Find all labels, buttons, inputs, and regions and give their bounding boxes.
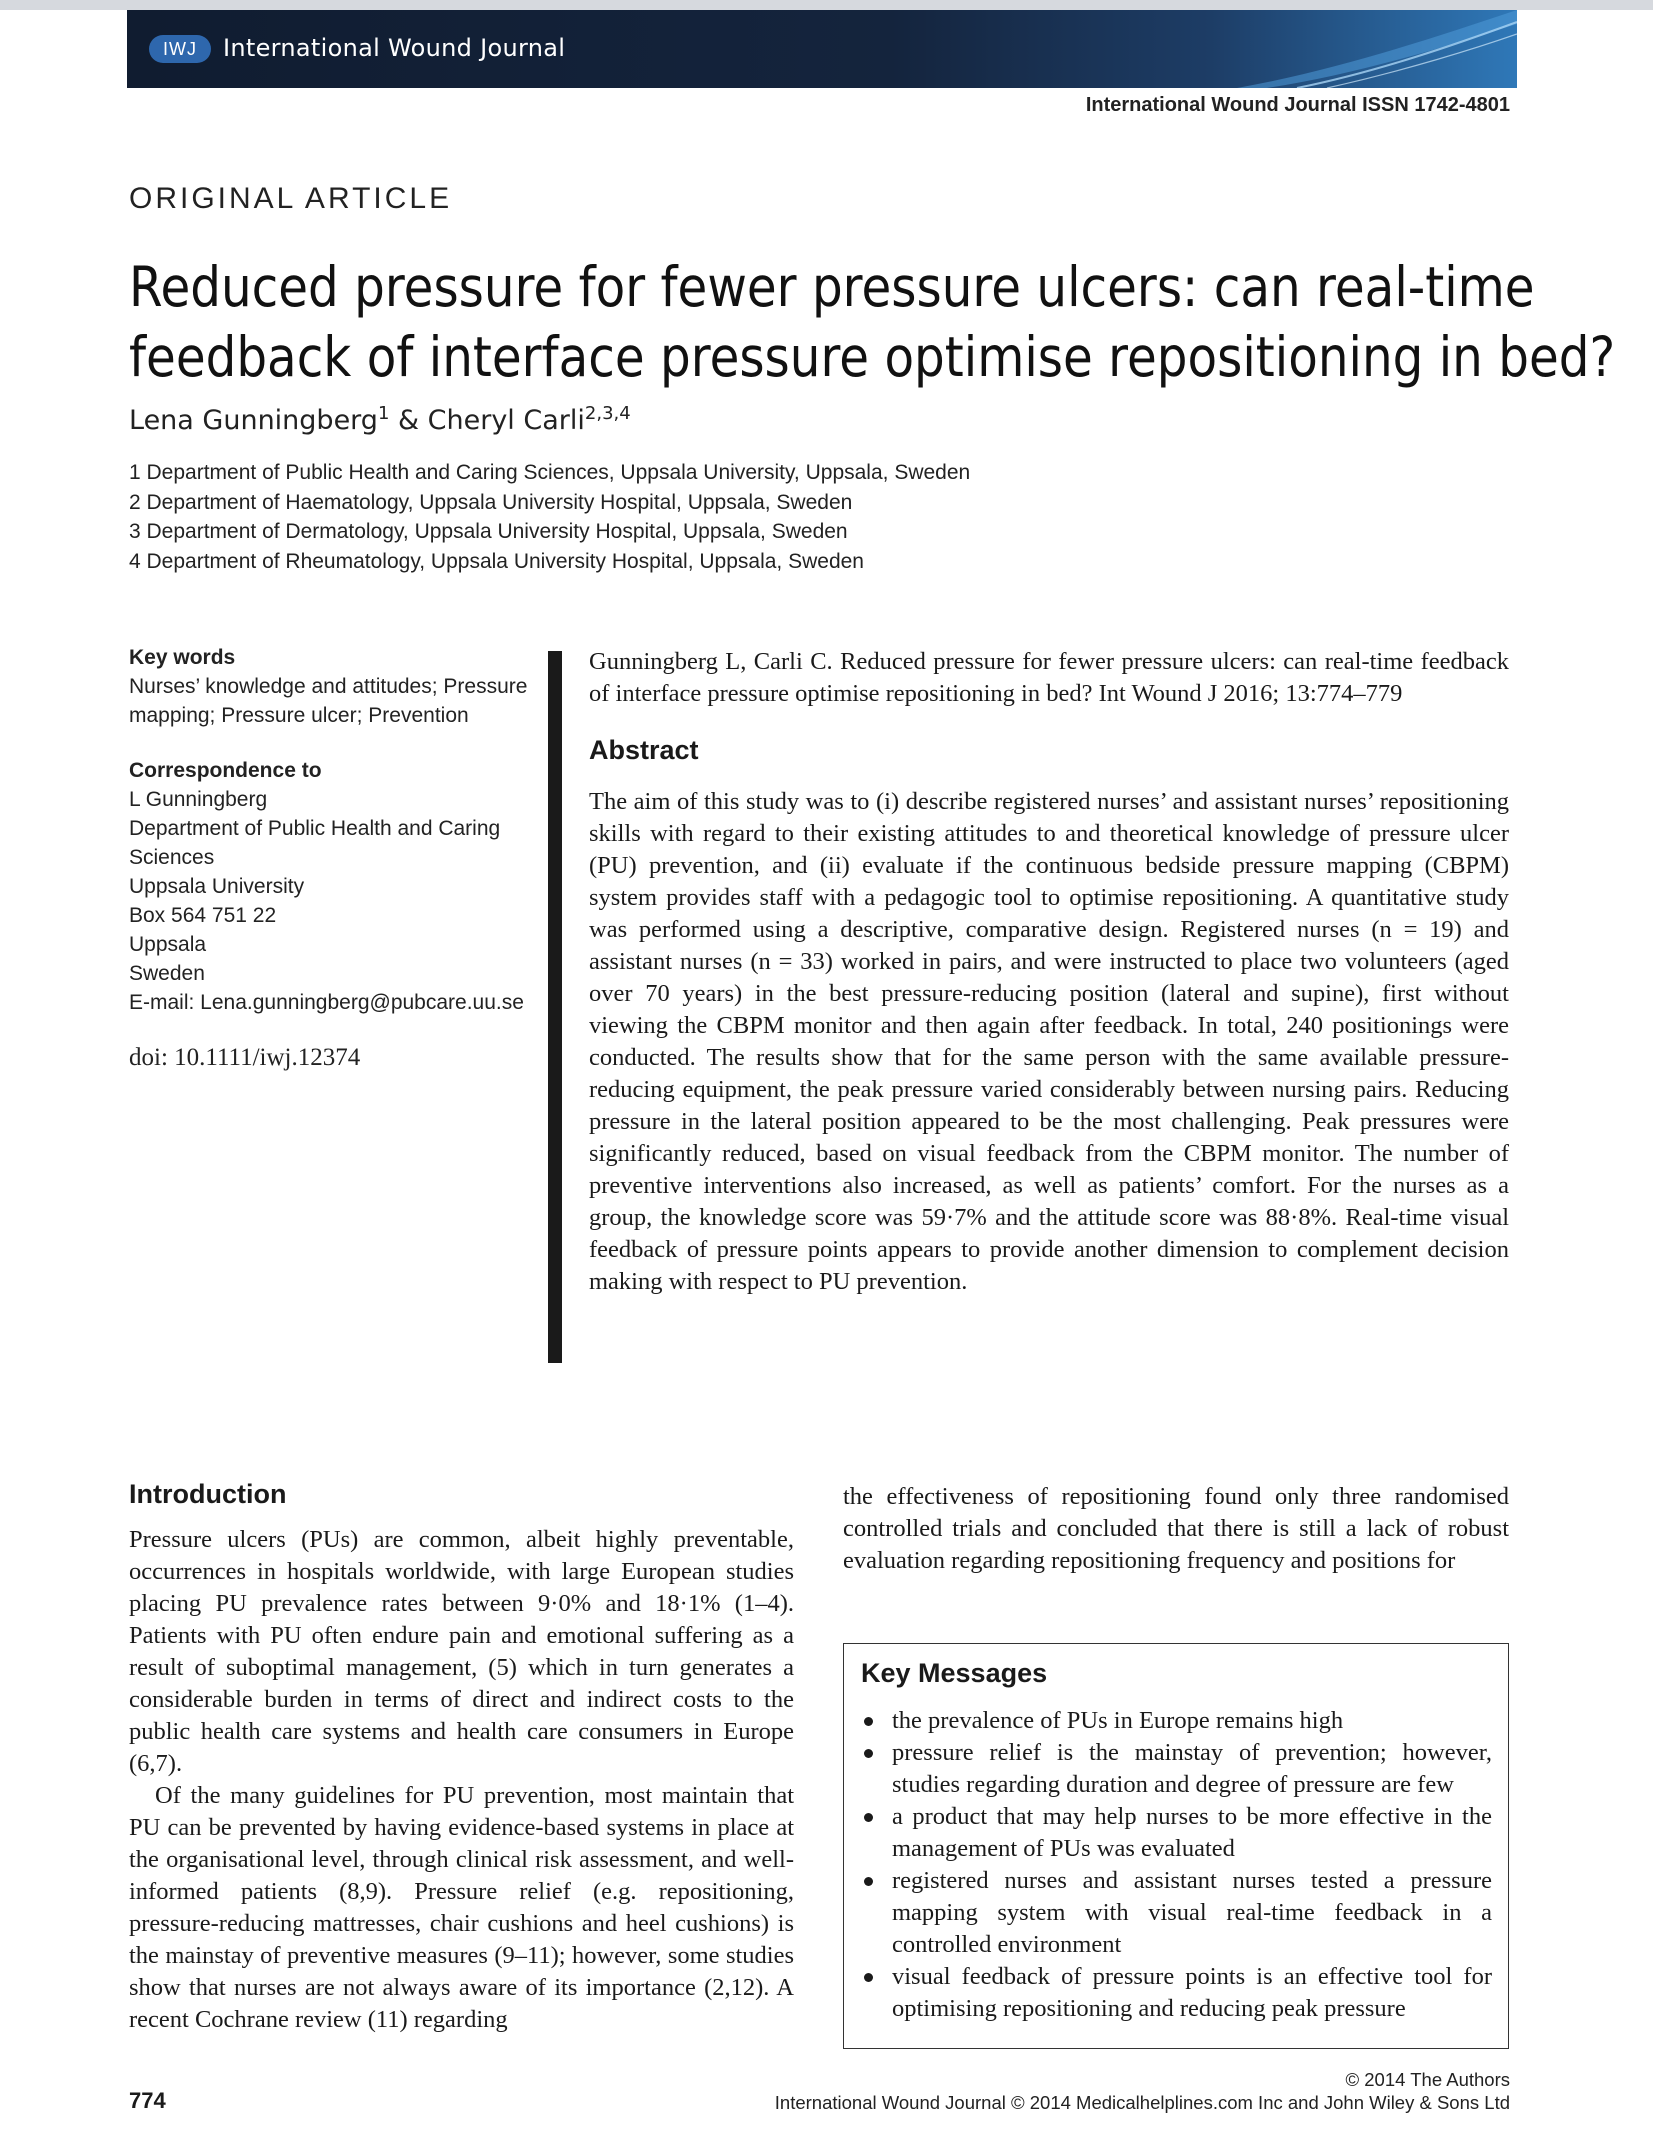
copyright-line: International Wound Journal © 2014 Medicalhelplines.com Inc and John Wiley & Sons Ltd <box>774 2092 1510 2113</box>
bullet-icon <box>864 1877 873 1886</box>
correspondence-heading: Correspondence to <box>129 759 322 782</box>
journal-banner <box>127 10 1517 88</box>
keywords-text: Nurses’ knowledge and attitudes; Pressure mapping; Pressure ulcer; Prevention <box>129 675 528 727</box>
bullet-icon <box>864 1973 873 1982</box>
bullet-icon <box>864 1813 873 1822</box>
journal-logo-badge: IWJ <box>149 35 211 63</box>
correspondence-line: L Gunningberg <box>129 788 268 811</box>
key-message-text: a product that may help nurses to be more effective in the management of PUs was evaluated <box>892 1803 1492 1862</box>
key-message-item <box>861 1961 1492 2025</box>
affiliation-line: 1 Department of Public Health and Caring Sciences, Uppsala University, Uppsala, Sweden <box>129 461 971 484</box>
affiliation-line: 2 Department of Haematology, Uppsala University Hospital, Uppsala, Sweden <box>129 490 853 514</box>
introduction-continuation: the effectiveness of repositioning found only three randomised controlled trials and concluded that there is still a lack of robust evaluation regarding repositioning frequency and positions for <box>843 1483 1509 1574</box>
key-message-text: registered nurses and assistant nurses tested a pressure mapping system with visual real-time feedback in a controlled environment <box>892 1867 1492 1958</box>
title-line-1: Reduced pressure for fewer pressure ulcers: can real-time <box>129 255 1535 319</box>
author-affiliation-marker: 1 <box>377 403 390 424</box>
article-sidebar <box>129 643 549 1072</box>
title-line-2: feedback of interface pressure optimise repositioning in bed? <box>129 325 1616 389</box>
abstract-column <box>589 646 1509 1298</box>
affiliation-line: 3 Department of Dermatology, Uppsala University Hospital, Uppsala, Sweden <box>129 520 848 543</box>
citation: Gunningberg L, Carli C. Reduced pressure for fewer pressure ulcers: can real-time feedback of interface pressure optimise repositioning in bed? Int Wound J 2016; 13:774–779 <box>589 648 1509 707</box>
key-message-item <box>861 1865 1492 1961</box>
introduction-paragraph: Pressure ulcers (PUs) are common, albeit highly preventable, occurrences in hospitals worldwide, with large European studies placing PU prevalence rates between 9·0% and 18·1% (1–4). Patients with PU often endure pain and emotional suffering as a result of suboptimal management, (5) which in turn generates a considerable burden in terms of direct and indirect costs to the public health care systems and health care consumers in Europe (6,7). <box>129 1526 794 1777</box>
correspondence-email[interactable]: E-mail: Lena.gunningberg@pubcare.uu.se <box>129 991 524 1014</box>
author-name: Cheryl Carli <box>427 405 585 436</box>
introduction-heading: Introduction <box>129 1479 287 1509</box>
correspondence-line: Uppsala University <box>129 875 305 898</box>
issn-line: International Wound Journal ISSN 1742-4801 <box>1085 94 1510 116</box>
correspondence-line: Sweden <box>129 962 205 985</box>
keywords-heading: Key words <box>129 646 236 669</box>
bullet-icon <box>864 1717 873 1726</box>
section-label: ORIGINAL ARTICLE <box>129 182 453 215</box>
key-message-text: visual feedback of pressure points is an effective tool for optimising repositioning and reducing peak pressure <box>892 1963 1492 2022</box>
key-messages-list <box>861 1705 1492 2025</box>
abstract-rule <box>548 651 562 1363</box>
key-messages-box <box>843 1643 1509 2049</box>
copyright-footer <box>775 2068 1510 2114</box>
introduction-paragraph: Of the many guidelines for PU prevention, most maintain that PU can be prevented by having evidence-based systems in place at the organisational level, through clinical risk assessment, and well-informed patients (8,9). Pressure relief (e.g. repositioning, pressure-reducing mattresses, chair cushions and heel cushions) is the mainstay of preventive measures (9–11); however, some studies show that nurses are not always aware of its importance (2,12). A recent Cochrane review (11) regarding <box>129 1782 794 2033</box>
introduction-continuation-column <box>843 1481 1509 1577</box>
author-separator: & <box>389 405 428 436</box>
author-name: Lena Gunningberg <box>129 405 378 436</box>
key-message-text: pressure relief is the mainstay of prevention; however, studies regarding duration and degree of pressure are few <box>892 1739 1492 1798</box>
journal-name: International Wound Journal <box>223 34 566 62</box>
affiliation-line: 4 Department of Rheumatology, Uppsala University Hospital, Uppsala, Sweden <box>129 549 864 573</box>
author-list <box>129 403 631 436</box>
bullet-icon <box>864 1749 873 1758</box>
key-message-item <box>861 1801 1492 1865</box>
top-strip <box>0 0 1653 10</box>
doi-link[interactable]: doi: 10.1111/iwj.12374 <box>129 1044 361 1071</box>
key-message-text: the prevalence of PUs in Europe remains high <box>892 1707 1344 1734</box>
correspondence-line: Uppsala <box>129 933 207 956</box>
banner-swoosh-graphic <box>1177 10 1517 88</box>
key-messages-heading: Key Messages <box>861 1658 1048 1688</box>
keywords-block <box>129 643 549 730</box>
copyright-line: © 2014 The Authors <box>1345 2069 1510 2090</box>
affiliations <box>129 458 970 576</box>
introduction-column <box>129 1478 794 2036</box>
abstract-heading: Abstract <box>589 735 699 765</box>
key-message-item <box>861 1737 1492 1801</box>
correspondence-line: Box 564 751 22 <box>129 904 277 927</box>
correspondence-block <box>129 756 549 1017</box>
author-affiliation-marker: 2,3,4 <box>584 403 631 424</box>
abstract-text: The aim of this study was to (i) describe registered nurses’ and assistant nurses’ repositioning skills with regard to their existing attitudes to and theoretical knowledge of pressure ulcer (PU) prevention, and (ii) evaluate if the continuous bedside pressure mapping (CBPM) system provides staff with a pedagogic tool to optimise repositioning. A quantitative study was performed using a descriptive, comparative design. Registered nurses (n = 19) and assistant nurses (n = 33) worked in pairs, and were instructed to place two volunteers (aged over 70 years) in the best pressure-reducing position (lateral and supine), first without viewing the CBPM monitor and then again after feedback. In total, 240 positionings were conducted. The results show that for the same person with the same available pressure-reducing equipment, the peak pressure varied considerably between nursing pairs. Reducing pressure in the lateral position appeared to be the most challenging. Peak pressures were significantly reduced, based on visual feedback from the CBPM monitor. The number of preventive interventions also increased, as well as patients’ comfort. For the nurses as a group, the knowledge score was 59·7% and the attitude score was 88·8%. Real-time visual feedback of pressure points appears to provide another dimension to complement decision making with respect to PU prevention. <box>589 788 1509 1295</box>
correspondence-line: Department of Public Health and Caring Sciences <box>129 817 501 869</box>
article-title <box>129 252 1616 392</box>
key-message-item <box>861 1705 1492 1737</box>
page-number: 774 <box>129 2088 166 2113</box>
